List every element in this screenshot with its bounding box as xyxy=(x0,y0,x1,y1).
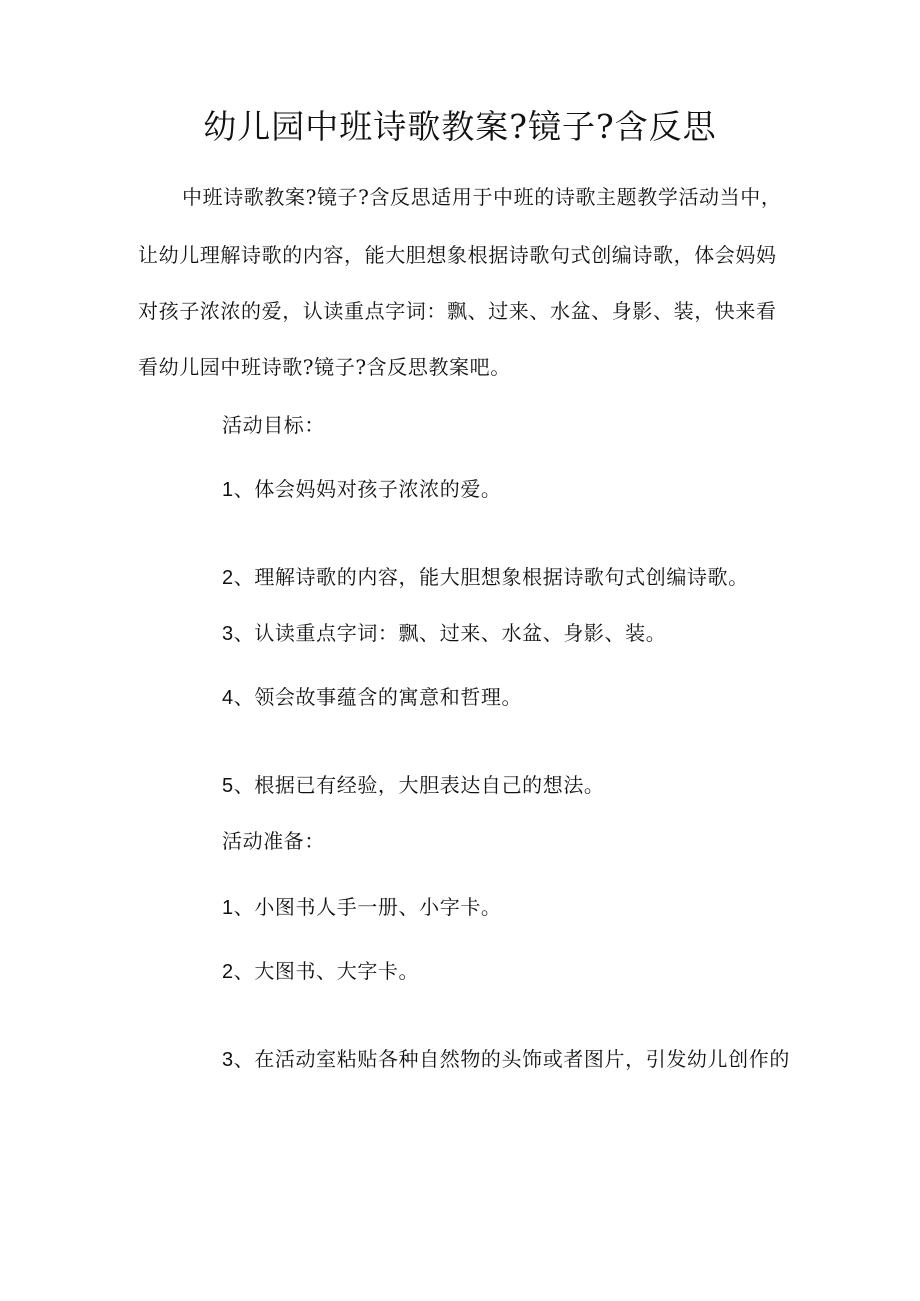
preparation-item-text: 、小图书人手一册、小字卡。 xyxy=(233,895,502,919)
preparation-item-number: 2 xyxy=(222,961,234,983)
goal-item-text: 、认读重点字词：飘、过来、水盆、身影、装。 xyxy=(233,621,667,645)
goal-item-text: 、领会故事蕴含的寓意和哲理。 xyxy=(233,685,523,709)
intro-line-2: 让幼儿理解诗歌的内容，能大胆想象根据诗歌句式创编诗歌，体会妈妈 xyxy=(138,243,777,267)
goal-item-number: 5 xyxy=(222,775,234,797)
goal-item-number: 1 xyxy=(222,479,234,501)
goal-item-text: 、理解诗歌的内容，能大胆想象根据诗歌句式创编诗歌。 xyxy=(233,565,749,589)
preparation-item-3 xyxy=(222,1044,790,1075)
goal-item-3 xyxy=(222,618,666,649)
preparation-heading: 活动准备： xyxy=(222,829,325,853)
goal-item-number: 3 xyxy=(222,623,234,645)
goal-item-text: 、根据已有经验，大胆表达自己的想法。 xyxy=(233,773,605,797)
goal-item-4 xyxy=(222,682,522,713)
goal-item-1 xyxy=(222,474,502,505)
preparation-item-number: 1 xyxy=(222,897,234,919)
intro-line-3: 对孩子浓浓的爱，认读重点字词：飘、过来、水盆、身影、装，快来看 xyxy=(138,299,777,323)
goal-item-5 xyxy=(222,770,605,801)
intro-line-1: 中班诗歌教案?镜子?含反思适用于中班的诗歌主题教学活动当中， xyxy=(182,185,782,209)
preparation-item-text: 、在活动室粘贴各种自然物的头饰或者图片，引发幼儿创作的 xyxy=(233,1047,790,1071)
goal-item-number: 4 xyxy=(222,687,234,709)
document-title: 幼儿园中班诗歌教案?镜子?含反思 xyxy=(203,107,717,146)
intro-line-4: 看幼儿园中班诗歌?镜子?含反思教案吧。 xyxy=(138,355,511,379)
preparation-item-text: 、大图书、大字卡。 xyxy=(233,959,420,983)
goal-item-text: 、体会妈妈对孩子浓浓的爱。 xyxy=(233,477,502,501)
goal-item-number: 2 xyxy=(222,567,234,589)
preparation-item-1 xyxy=(222,892,502,923)
preparation-item-number: 3 xyxy=(222,1049,234,1071)
goals-heading: 活动目标： xyxy=(222,413,325,437)
goal-item-2 xyxy=(222,562,749,593)
preparation-item-2 xyxy=(222,956,419,987)
